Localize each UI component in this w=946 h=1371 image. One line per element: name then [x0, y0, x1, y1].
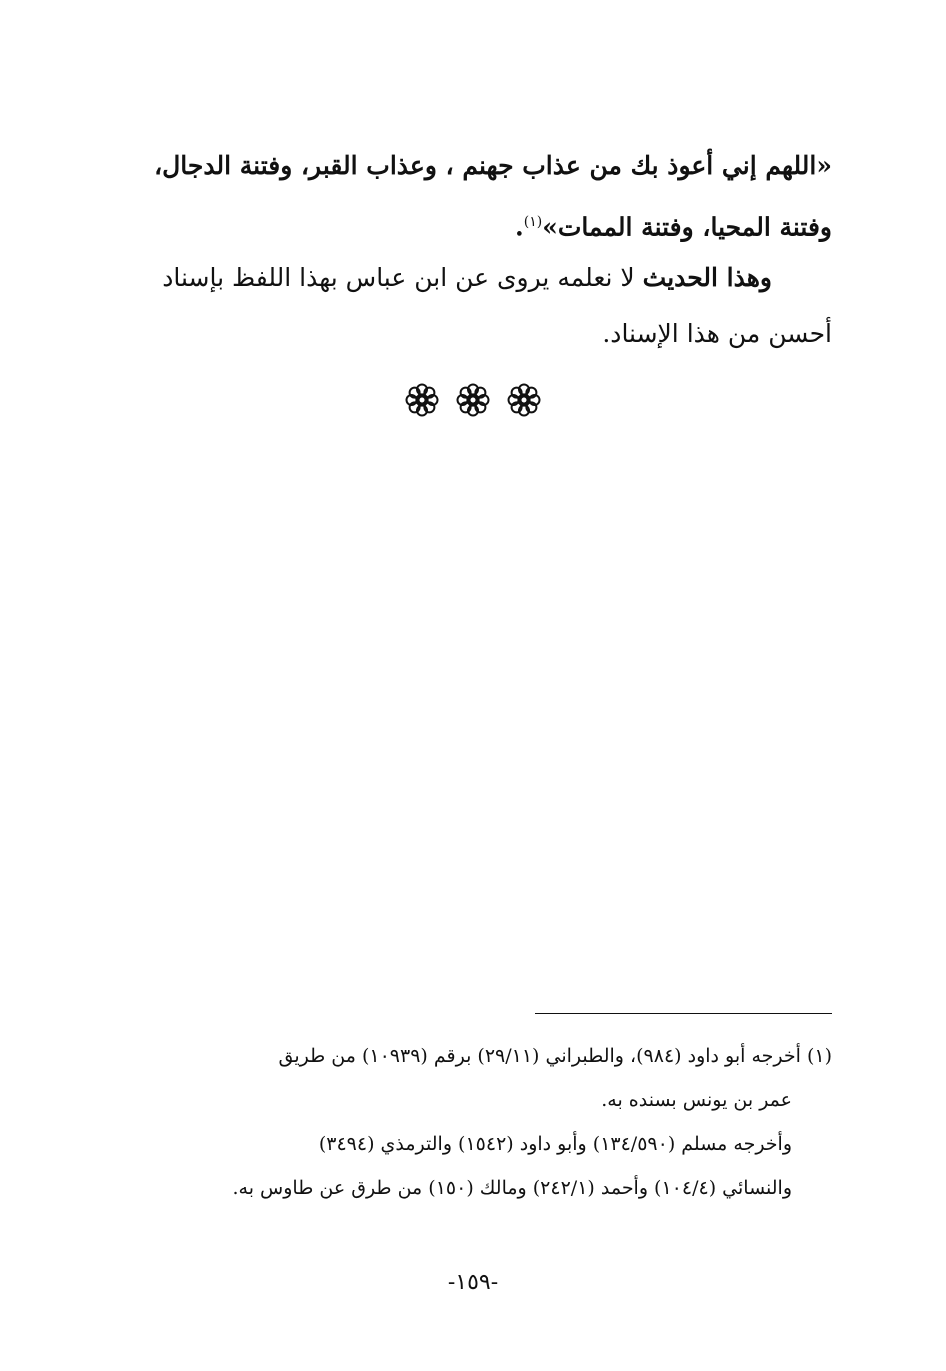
footnote-1-line-1: (١) أخرجه أبو داود (٩٨٤)، والطبراني (٢٩/١١) برقم (١٠٩٣٩) من طريق	[278, 1045, 832, 1067]
comment-line-1	[126, 250, 832, 306]
flower-ornament-icon	[405, 383, 439, 417]
hadith-line-2	[126, 194, 832, 250]
hadith-line-1: «اللهم إني أعوذ بك من عذاب جهنم ، وعذاب القبر، وفتنة الدجال،	[154, 151, 832, 180]
comment-line-2: أحسن من هذا الإسناد.	[602, 319, 832, 348]
comment-rest: لا نعلمه يروى عن ابن عباس بهذا اللفظ بإسناد	[162, 263, 643, 292]
comment-lead: وهذا الحديث	[642, 263, 772, 292]
page-number: -١٥٩-	[447, 1270, 499, 1295]
main-text	[126, 138, 832, 362]
flower-ornament-icon	[507, 383, 541, 417]
flower-ornament-icon	[456, 383, 490, 417]
footnote-1-line-3: وأخرجه مسلم (١٣٤/٥٩٠) وأبو داود (١٥٤٢) والترمذي (٣٤٩٤)	[318, 1133, 792, 1155]
hadith-line-2-end: .	[515, 212, 524, 242]
footnote-1-line-2: عمر بن يونس بسنده به.	[601, 1089, 792, 1111]
footnotes	[126, 1034, 832, 1210]
hadith-line-2-text: وفتنة المحيا، وفتنة الممات»	[542, 212, 832, 242]
footnote-1-line-4: والنسائي (١٠٤/٤) وأحمد (٢٤٢/١) ومالك (١٥٠) من طرق عن طاوس به.	[232, 1177, 792, 1199]
footnote-separator	[535, 1013, 832, 1014]
footnote-reference[interactable]: (١)	[523, 214, 543, 230]
section-divider-ornaments	[0, 383, 946, 421]
